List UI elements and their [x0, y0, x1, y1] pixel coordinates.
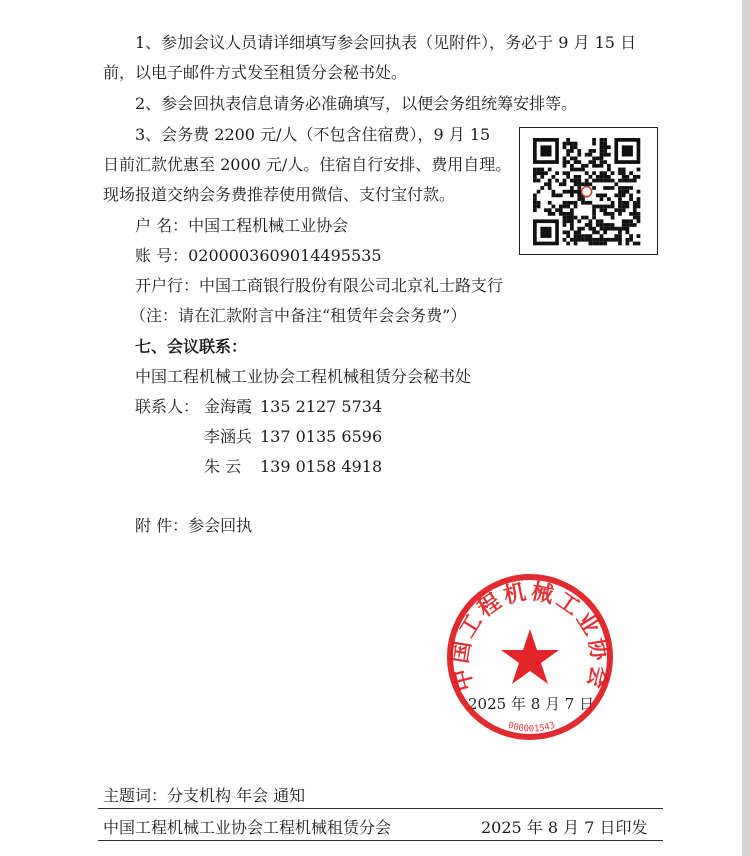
seal-text: 中国工程机械工业协会: [448, 579, 612, 694]
bank-account-name: 户 名：中国工程机械工业协会: [135, 216, 349, 235]
attachment-line: 附 件：参会回执: [135, 516, 253, 535]
footer-issue-date: 2025 年 8 月 7 日印发: [481, 818, 648, 837]
payment-qr-code: [519, 127, 658, 255]
paragraph-registration-line1: 1、参加会议人员请详细填写参会回执表（见附件），务必于 9 月 15 日: [135, 33, 637, 52]
remittance-note: （注：请在汇款附言中备注“租赁年会会务费”）: [130, 306, 467, 325]
paragraph-fee-line2: 日前汇款优惠至 2000 元/人。住宿自行安排、费用自理。: [103, 155, 512, 174]
contact-name: 金海霞: [204, 397, 253, 416]
issue-date-stamp: 2025 年 8 月 7 日: [468, 695, 595, 713]
qr-code-icon: [533, 138, 645, 246]
contact-phone: 139 0158 4918: [260, 457, 383, 476]
footer-bottom-rule: [98, 840, 663, 841]
paragraph-registration-line2: 前，以电子邮件方式发至租赁分会秘书处。: [103, 63, 408, 82]
footer-issuer: 中国工程机械工业协会工程机械租赁分会: [103, 818, 392, 837]
seal-number: 000001543: [506, 720, 557, 735]
bank-branch: 开户行：中国工商银行股份有限公司北京礼士路支行: [135, 276, 504, 295]
paragraph-fee-line1: 3、会务费 2200 元/人（不包含住宿费），9 月 15: [135, 125, 491, 144]
contact-name: 朱 云: [204, 457, 242, 476]
bank-account-number: 账 号：0200003609014495535: [135, 246, 382, 265]
viewer-edge: [742, 0, 750, 856]
footer-keywords: 主题词：分支机构 年会 通知: [103, 786, 306, 805]
contact-organization: 中国工程机械工业协会工程机械租赁分会秘书处: [135, 367, 472, 386]
contact-phone: 137 0135 6596: [260, 427, 383, 446]
contact-label: 联系人：: [135, 397, 200, 416]
paragraph-accuracy: 2、参会回执表信息请务必准确填写，以便会务组统筹安排等。: [135, 94, 578, 113]
contact-name: 李涵兵: [204, 427, 253, 446]
paragraph-fee-line3: 现场报道交纳会务费推荐使用微信、支付宝付款。: [103, 185, 456, 204]
seal-star-icon: [501, 629, 559, 684]
contact-phone: 135 2127 5734: [260, 397, 383, 416]
official-seal: [445, 572, 615, 742]
section-heading-contact: 七、会议联系：: [135, 337, 248, 356]
footer-top-rule: [98, 808, 663, 809]
